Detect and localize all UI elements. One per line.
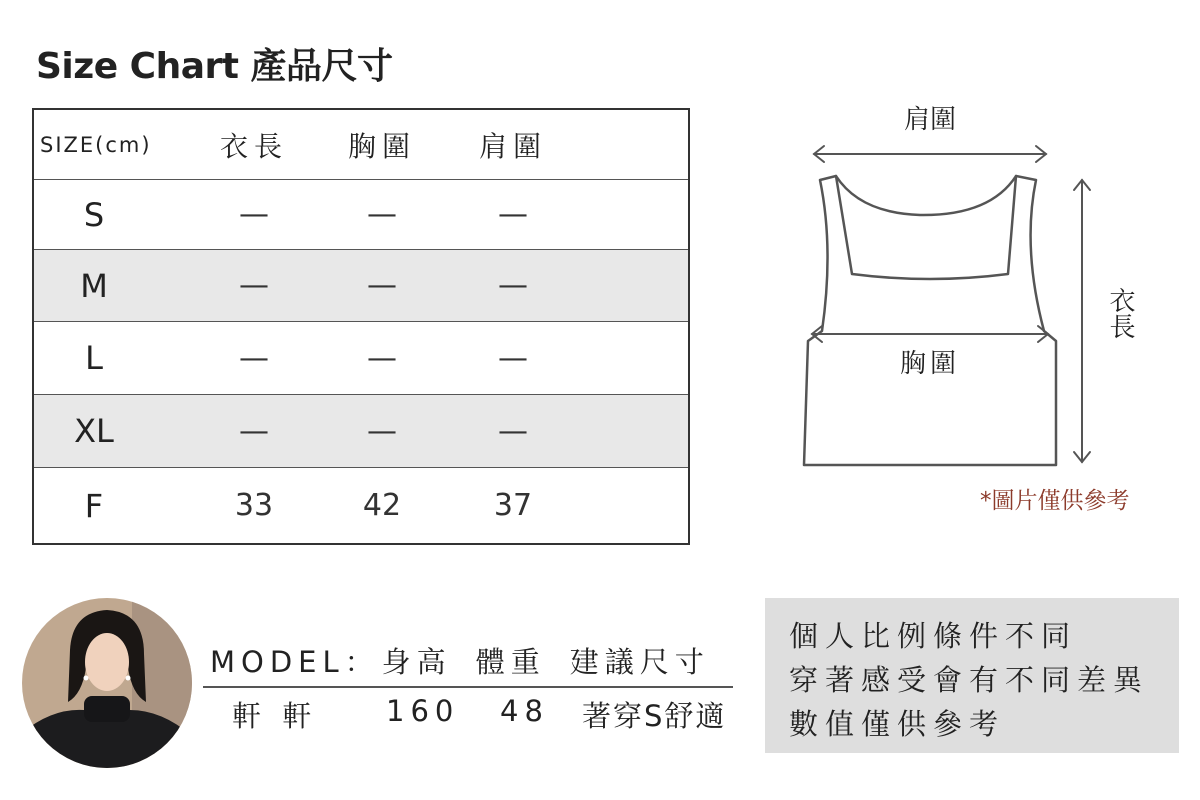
header-shoulder: 肩圍 [478,129,547,163]
length-value: — [239,197,269,232]
model-header-label: MODEL： [210,645,380,679]
notice-line: 個人比例條件不同 [789,619,1078,653]
notice-box [765,598,1179,753]
size-label: F [84,486,104,525]
notice-line: 數值僅供參考 [789,707,1006,741]
shoulder-value: — [498,340,528,376]
shoulder-value: 37 [493,488,533,523]
table-row [34,180,688,250]
chest-label: 胸圍 [899,349,961,379]
table-row [34,322,688,395]
length-value: — [239,413,269,449]
notice-line: 穿著感受會有不同差異 [789,663,1150,697]
header-size: SIZE(cm) [40,132,152,157]
size-label: L [85,339,103,377]
model-height: 160 [386,694,460,728]
garment-diagram [790,98,1170,518]
size-label: M [80,266,108,305]
length-value: — [239,268,269,303]
shoulder-value: — [498,268,528,303]
table-row [34,395,688,468]
shoulder-value: — [498,413,528,449]
model-header-fit: 建議尺寸 [569,645,710,679]
model-divider [203,686,733,688]
model-weight: 48 [500,694,549,728]
chest-value: — [367,413,397,449]
table-header-row [34,110,688,180]
length-value: 33 [234,488,274,523]
size-table [32,108,690,545]
page-title: Size Chart 產品尺寸 [36,46,393,87]
garment-outline [804,176,1056,465]
model-header-height: 身高 [381,645,452,679]
shoulder-value: — [498,197,528,232]
header-length: 衣長 [219,129,288,163]
model-fit: 著穿S舒適 [582,699,727,733]
model-avatar [22,598,192,768]
header-chest: 胸圍 [347,129,416,163]
chest-value: 42 [362,488,402,523]
table-row [34,468,688,543]
size-label: XL [74,412,114,450]
length-label: 衣長 [1105,287,1135,339]
model-header-weight: 體重 [475,645,546,679]
table-row [34,250,688,322]
chest-value: — [367,340,397,376]
disclaimer-note: *圖片僅供參考 [980,488,1130,514]
chest-value: — [367,268,397,303]
shoulder-label: 肩圍 [903,105,957,135]
model-header [210,640,710,681]
size-label: S [83,195,105,234]
neckline [836,176,1016,279]
length-value: — [239,340,269,376]
model-name: 軒 軒 [232,699,318,733]
chest-value: — [367,197,397,232]
